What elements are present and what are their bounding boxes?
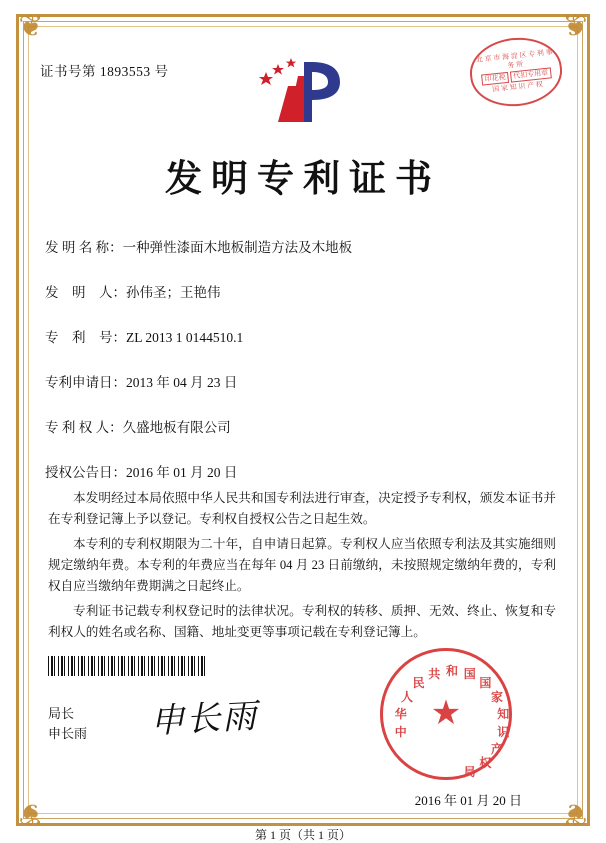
legal-paragraph: 本发明经过本局依照中华人民共和国专利法进行审查，决定授予专利权，颁发本证书并在专利登记簿上予以登记。专利权自授权公告之日起生效。 (48, 491, 556, 526)
field-row (45, 461, 561, 481)
fields-list (45, 236, 561, 506)
field-value: 一种弹性漆面木地板制造方法及木地板 (122, 240, 353, 255)
legal-text (48, 488, 556, 647)
handwritten-signature: 申长雨 (149, 698, 260, 741)
tax-stamp-line-3: 代扣专用章 (510, 67, 552, 82)
field-value: 2016 年 01 月 20 日 (126, 465, 238, 480)
seal-ring-text: 中 华 人 民 共 和 国 国 家 知 识 产 权 局 (394, 664, 510, 779)
field-label: 专利申请日： (45, 375, 126, 390)
field-row (45, 326, 561, 346)
corner-ornament-icon: ❦ (18, 10, 44, 43)
tax-stamp-line-4: 国 家 知 识 产 权 (491, 80, 544, 94)
field-value: 2013 年 04 月 23 日 (126, 375, 238, 390)
field-value: ZL 2013 1 0144510.1 (126, 330, 244, 345)
certificate-content (40, 36, 566, 842)
corner-ornament-icon: ❦ (18, 797, 44, 830)
director-name-label: 申长雨 (48, 726, 88, 741)
barcode (48, 656, 208, 676)
tax-stamp-seal (467, 33, 566, 110)
tax-stamp-line-1: 北 京 市 海 淀 区 专 利 事 务 所 (475, 48, 554, 70)
field-row (45, 416, 561, 436)
corner-ornament-icon: ❦ (562, 797, 588, 830)
legal-paragraph: 本专利的专利权期限为二十年，自申请日起算。专利权人应当依照专利法及其实施细则规定缴纳年费。本专利的年费应当在每年 04 月 23 日前缴纳，未按照规定缴纳年费的，专利权自应当缴纳年费期满之日起终止。 (48, 537, 556, 593)
field-label: 发 明 人： (45, 285, 126, 300)
field-label: 专 利 权 人： (45, 420, 123, 435)
seal-star-icon: ★ (430, 695, 462, 732)
field-label: 专 利 号： (45, 330, 126, 345)
sipo-logo-icon (248, 56, 358, 128)
page-footer: 第 1 页（共 1 页） (254, 828, 351, 842)
field-label: 发 明 名 称： (45, 240, 123, 255)
page-title: 发明专利证书 (165, 156, 441, 200)
field-value: 孙伟圣；王艳伟 (126, 285, 221, 300)
legal-paragraph: 专利证书记载专利权登记时的法律状况。专利权的转移、质押、无效、终止、恢复和专利权人的姓名或名称、国籍、地址变更等事项记载在专利登记簿上。 (48, 604, 556, 639)
official-round-seal (380, 648, 512, 780)
field-value: 久盛地板有限公司 (122, 420, 231, 435)
director-title-label: 局长 (48, 706, 75, 721)
tax-stamp-line-2: 印花税 (481, 72, 509, 86)
signature-block (48, 704, 87, 744)
field-label: 授权公告日： (45, 465, 126, 480)
certificate-number: 证书号第 1893553 号 (40, 64, 169, 79)
field-row (45, 281, 561, 301)
issue-date: 2016 年 01 月 20 日 (414, 793, 522, 808)
corner-ornament-icon: ❦ (562, 10, 588, 43)
field-row (45, 236, 561, 256)
field-row (45, 371, 561, 391)
